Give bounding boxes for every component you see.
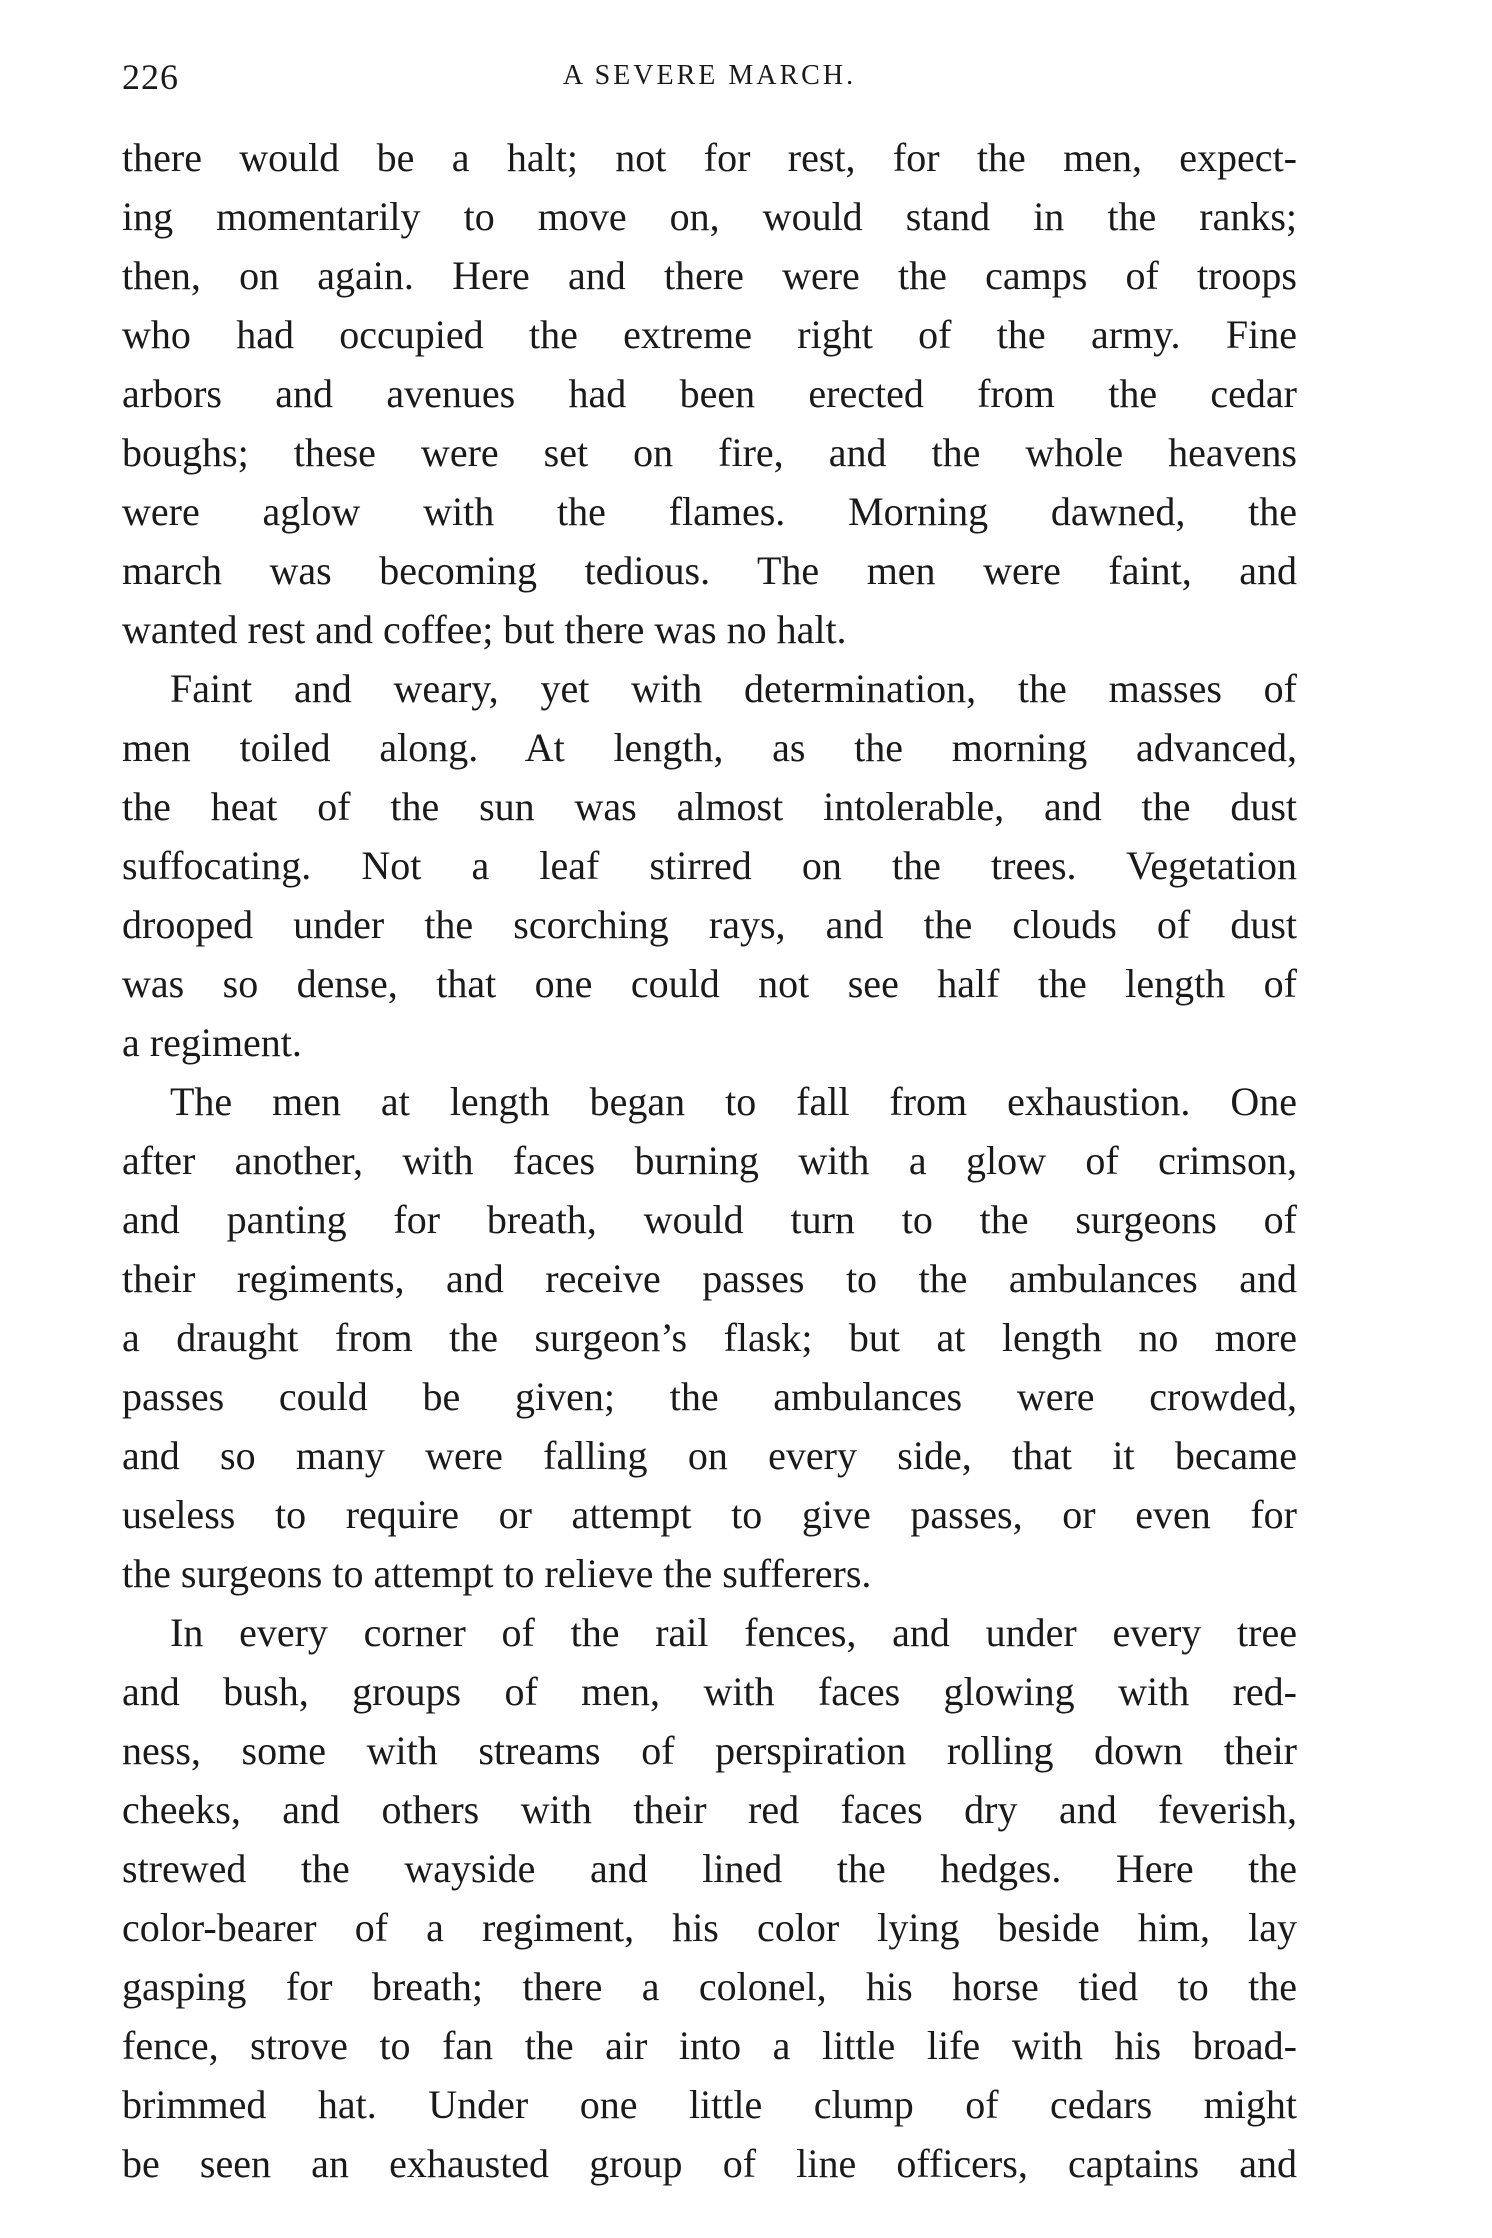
text-line: after another, with faces burning with a glow of crimson, <box>122 1138 1297 1183</box>
text-line: the heat of the sun was almost intolerable, and the dust <box>122 784 1297 829</box>
text-line: men toiled along. At length, as the morning advanced, <box>122 725 1297 770</box>
text-line: who had occupied the extreme right of the army. Fine <box>122 312 1297 357</box>
text-line: Faint and weary, yet with determination, the masses of <box>170 666 1297 711</box>
text-line: and bush, groups of men, with faces glowing with red- <box>122 1669 1297 1714</box>
text-line: were aglow with the flames. Morning dawned, the <box>122 489 1297 534</box>
text-line: The men at length began to fall from exhaustion. One <box>170 1079 1297 1124</box>
text-line: useless to require or attempt to give passes, or even for <box>122 1492 1297 1537</box>
text-line: march was becoming tedious. The men were faint, and <box>122 548 1297 593</box>
running-head <box>122 56 1297 116</box>
running-title: A SEVERE MARCH. <box>562 60 857 91</box>
text-line: ness, some with streams of perspiration rolling down their <box>122 1728 1297 1773</box>
text-line: brimmed hat. Under one little clump of cedars might <box>122 2082 1297 2127</box>
text-line: be seen an exhausted group of line officers, captains and <box>122 2141 1297 2186</box>
text-line: boughs; these were set on fire, and the whole heavens <box>122 430 1297 475</box>
text-line: wanted rest and coffee; but there was no halt. <box>122 607 847 652</box>
text-line: In every corner of the rail fences, and under every tree <box>170 1610 1297 1655</box>
text-line: passes could be given; the ambulances were crowded, <box>122 1374 1297 1419</box>
text-line: ing momentarily to move on, would stand in the ranks; <box>122 194 1297 239</box>
text-line: was so dense, that one could not see half the length of <box>122 961 1297 1006</box>
page-number: 226 <box>122 57 179 97</box>
text-line: a regiment. <box>122 1020 302 1065</box>
text-line: arbors and avenues had been erected from the cedar <box>122 371 1297 416</box>
text-line: strewed the wayside and lined the hedges. Here the <box>122 1846 1297 1891</box>
text-line: the surgeons to attempt to relieve the sufferers. <box>122 1551 872 1596</box>
text-line: there would be a halt; not for rest, for the men, expect- <box>122 135 1297 180</box>
text-line: suffocating. Not a leaf stirred on the trees. Vegetation <box>122 843 1297 888</box>
text-line: their regiments, and receive passes to the ambulances and <box>122 1256 1297 1301</box>
text-line: then, on again. Here and there were the camps of troops <box>122 253 1297 298</box>
text-line: fence, strove to fan the air into a little life with his broad- <box>122 2023 1297 2068</box>
body-text <box>122 128 1297 2193</box>
text-line: a draught from the surgeon’s flask; but at length no more <box>122 1315 1297 1360</box>
text-line: cheeks, and others with their red faces dry and feverish, <box>122 1787 1297 1832</box>
text-line: gasping for breath; there a colonel, his horse tied to the <box>122 1964 1297 2009</box>
text-line: drooped under the scorching rays, and the clouds of dust <box>122 902 1297 947</box>
text-line: and so many were falling on every side, that it became <box>122 1433 1297 1478</box>
text-line: color-bearer of a regiment, his color lying beside him, lay <box>122 1905 1297 1950</box>
text-line: and panting for breath, would turn to the surgeons of <box>122 1197 1297 1242</box>
